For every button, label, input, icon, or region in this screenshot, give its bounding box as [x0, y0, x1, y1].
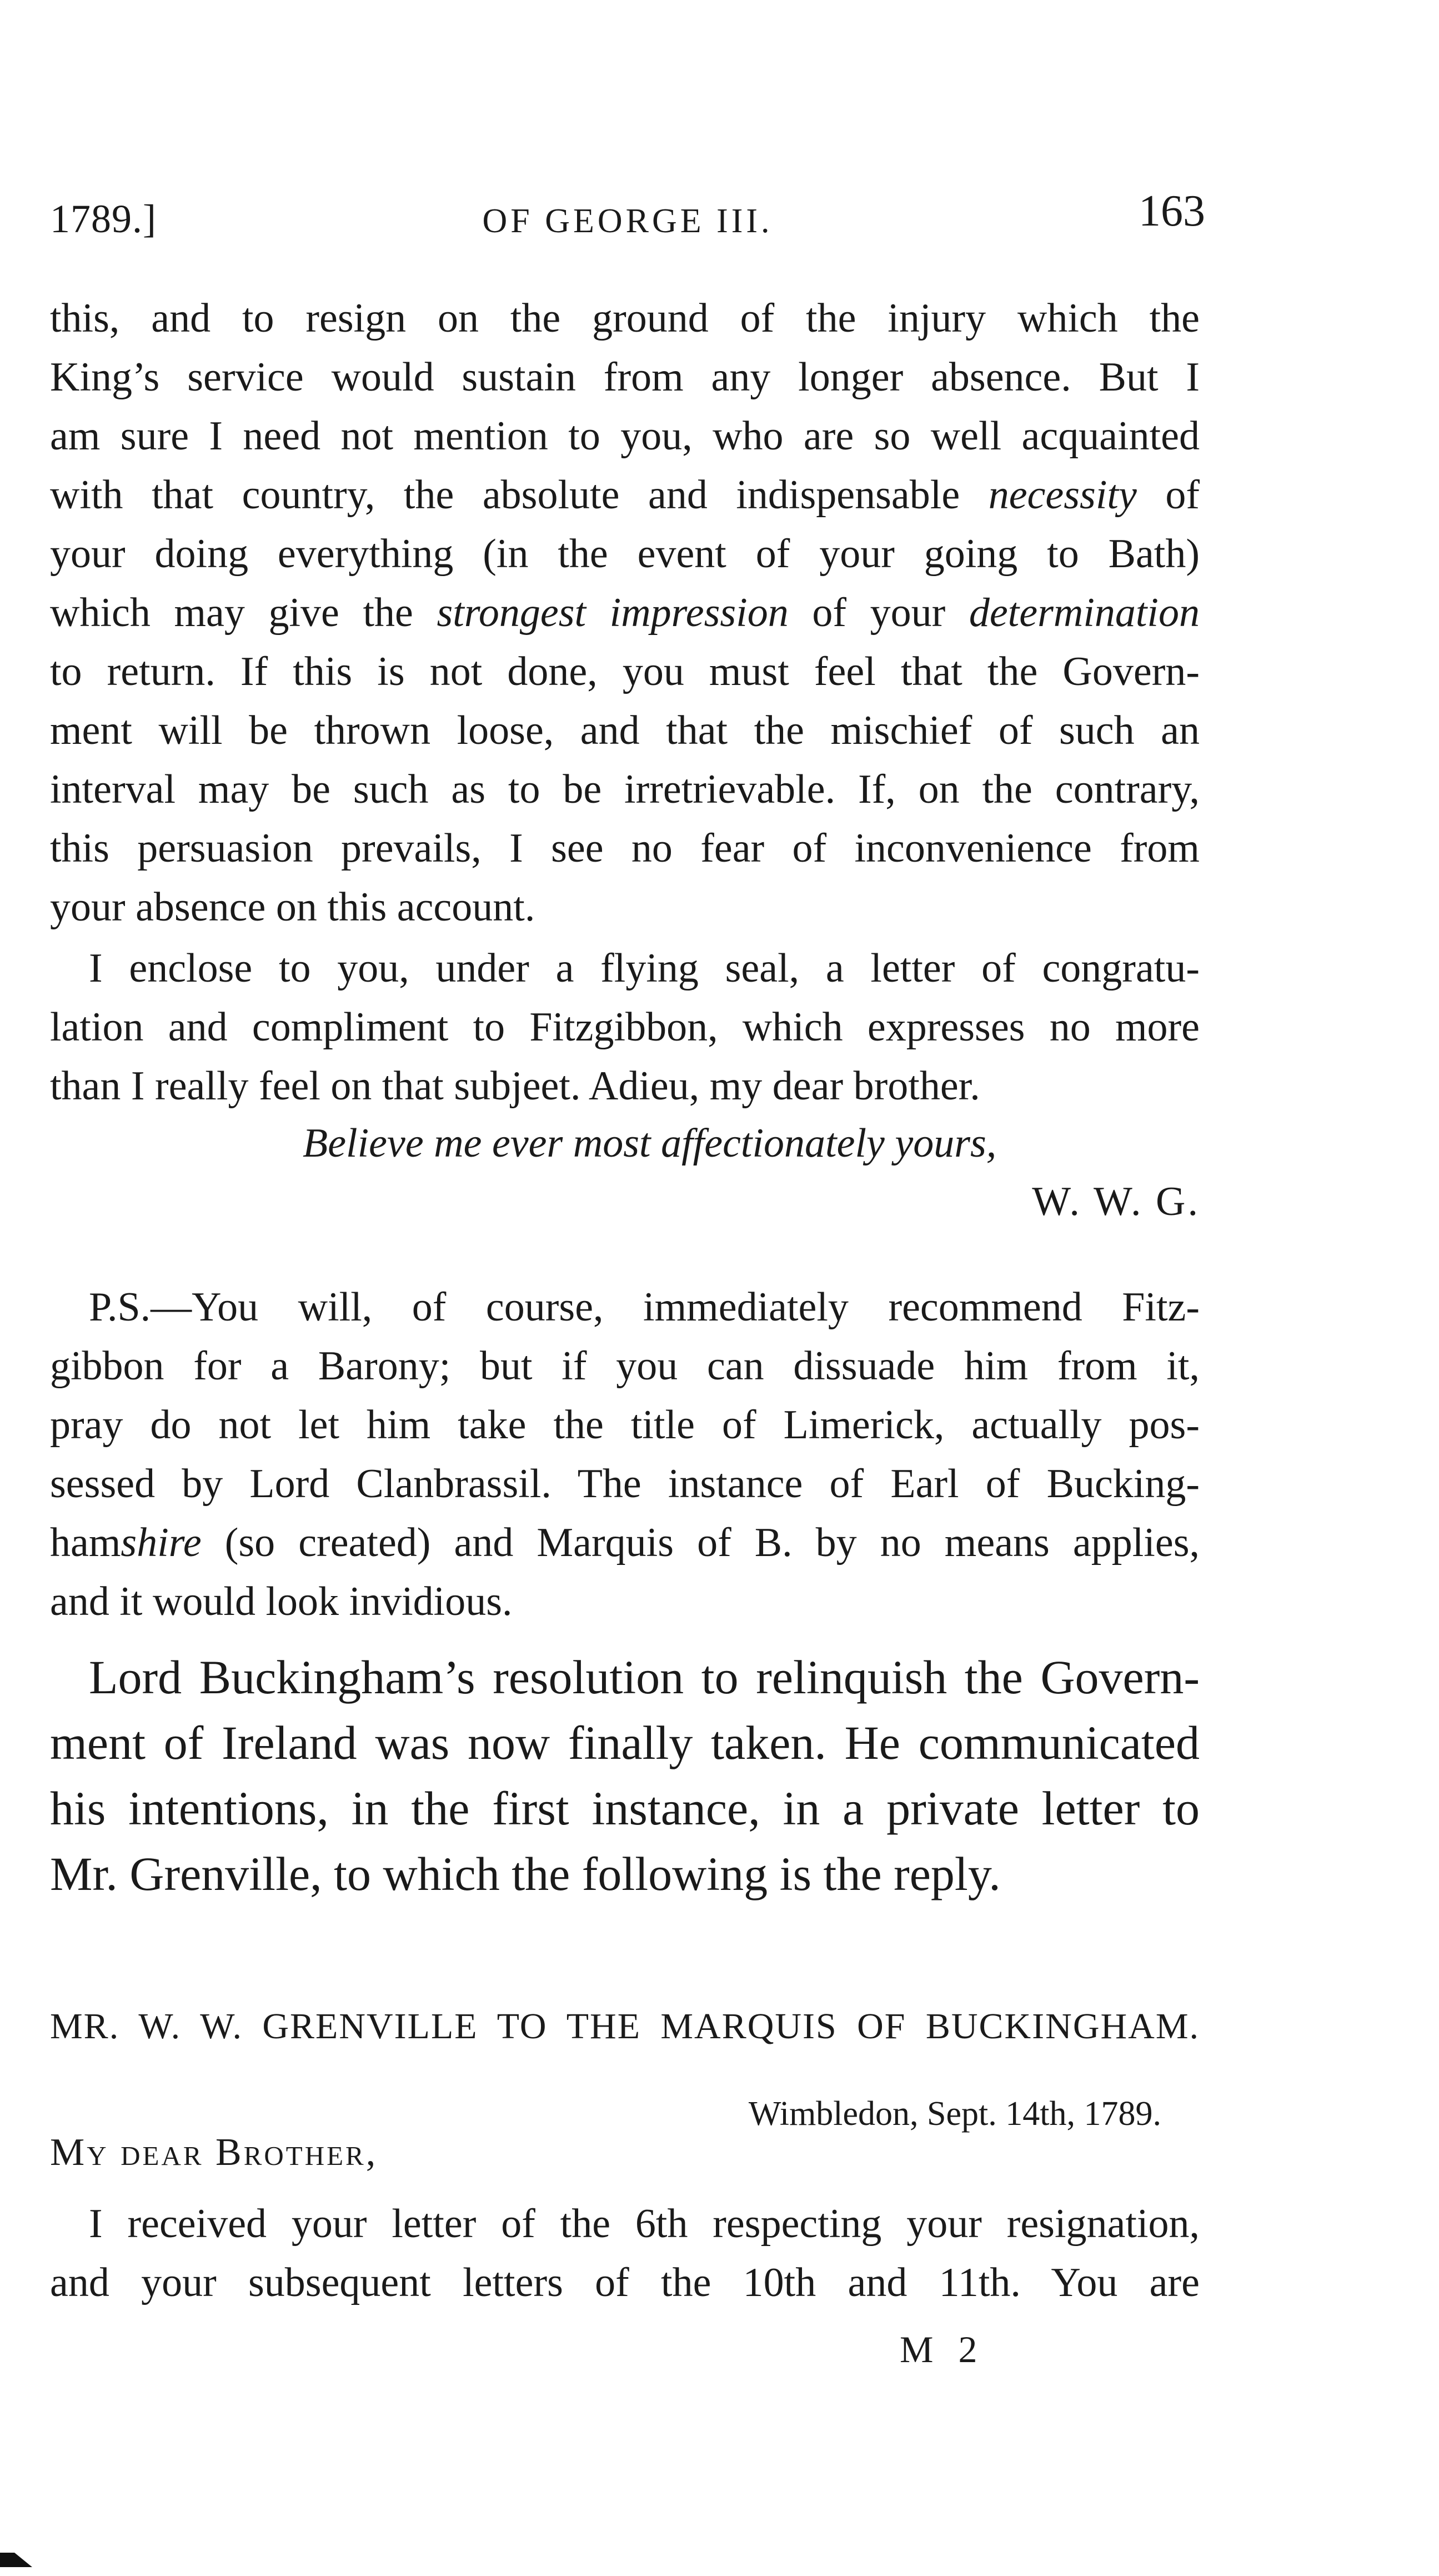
letter-closing: Believe me ever most affectionately yours, [303, 1121, 997, 1166]
letter-signature: W. W. G. [1032, 1179, 1200, 1224]
text-line [50, 466, 1200, 524]
text-line: your absence on this account. [50, 884, 535, 930]
letter-paragraph-2 [50, 939, 1200, 1116]
running-header [50, 186, 1205, 264]
text-line: this, and to resign on the ground of the injury which the [50, 296, 1200, 341]
text-run: which may give the [50, 590, 437, 636]
text-line: lation and compliment to Fitzgibbon, which expresses no more [50, 1004, 1200, 1050]
text-line: this persuasion prevails, I see no fear of inconvenience from [50, 826, 1200, 871]
text-line: am sure I need not mention to you, who are so well acquainted [50, 413, 1200, 459]
italic-run: necessity [988, 472, 1137, 518]
text-line: Mr. Grenville, to which the following is the reply. [50, 1847, 1001, 1900]
text-line: Lord Buckingham’s resolution to relinquish the Govern- [89, 1650, 1200, 1704]
postscript [50, 1278, 1200, 1631]
text-run: with that country, the absolute and indispensable [50, 472, 989, 518]
italic-run: shire [121, 1520, 202, 1565]
italic-run: determination [969, 590, 1200, 636]
text-run: ham [50, 1520, 121, 1565]
text-line: I enclose to you, under a flying seal, a letter of congratu- [89, 946, 1200, 991]
text-line: sessed by Lord Clanbrassil. The instance of Earl of Bucking- [50, 1461, 1200, 1507]
printer-signature-mark: M 2 [900, 2328, 985, 2370]
text-line: ment will be thrown loose, and that the mischief of such an [50, 708, 1200, 753]
text-line: King’s service would sustain from any longer absence. But I [50, 354, 1200, 400]
text-line: and it would look invidious. [50, 1579, 513, 1624]
text-line: pray do not let him take the title of Limerick, actually pos- [50, 1402, 1200, 1448]
text-line: I received your letter of the 6th respecting your resignation, [89, 2201, 1200, 2247]
text-line: to return. If this is not done, you must feel that the Govern- [50, 649, 1200, 694]
text-run: of your [788, 590, 969, 636]
text-line: P.S.—You will, of course, immediately recommend Fitz- [89, 1284, 1200, 1330]
text-line: his intentions, in the first instance, in a private letter to [50, 1782, 1200, 1835]
letter-paragraph-1 [50, 289, 1200, 937]
header-title: OF GEORGE III. [482, 202, 773, 240]
text-line: interval may be such as to be irretrievable. If, on the contrary, [50, 767, 1200, 812]
text-run: (so created) and Marquis of B. by no means applies, [201, 1520, 1200, 1565]
italic-run: strongest impression [437, 590, 789, 636]
text-run: of [1136, 472, 1200, 518]
narrative-paragraph [50, 1644, 1200, 1907]
letter-body [50, 2194, 1200, 2312]
text-line [50, 583, 1200, 642]
text-line: than I really feel on that subjeet. Adieu, my dear brother. [50, 1063, 980, 1109]
header-year: 1789.] [50, 197, 157, 241]
text-line [50, 1513, 1200, 1572]
text-line: gibbon for a Barony; but if you can dissuade him from it, [50, 1343, 1200, 1389]
scan-edge-mark [0, 2553, 32, 2567]
letter-salutation: My dear Brother, [50, 2131, 378, 2174]
text-line: your doing everything (in the event of your going to Bath) [50, 531, 1200, 577]
text-line: ment of Ireland was now finally taken. He communicated [50, 1716, 1200, 1769]
page-number: 163 [1139, 187, 1205, 236]
text-line: and your subsequent letters of the 10th and 11th. You are [50, 2260, 1200, 2305]
letter-heading: MR. W. W. GRENVILLE TO THE MARQUIS OF BUCKINGHAM. [50, 2006, 1200, 2047]
letter-dateline: Wimbledon, Sept. 14th, 1789. [748, 2095, 1161, 2133]
